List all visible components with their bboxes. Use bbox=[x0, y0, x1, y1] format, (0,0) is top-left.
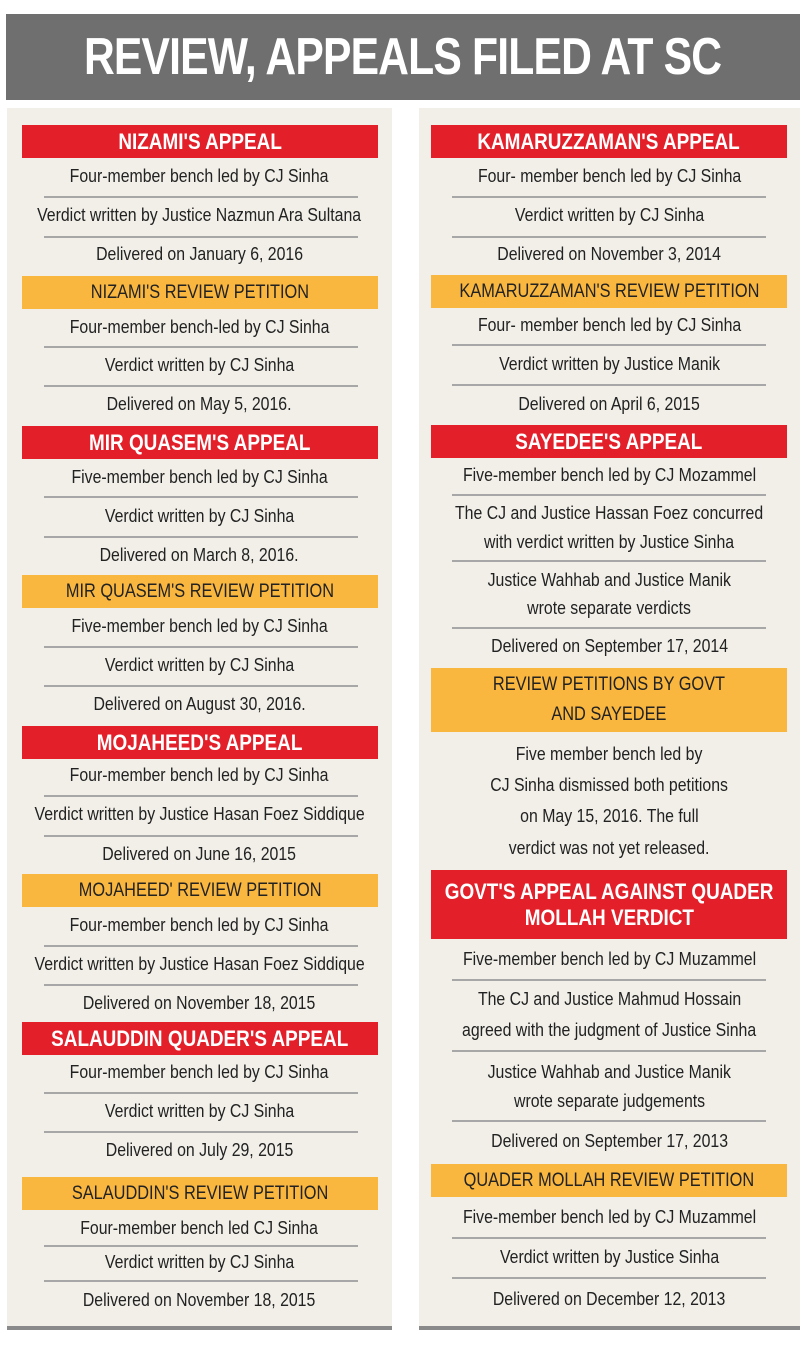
section-title: MIR QUASEM'S APPEAL bbox=[89, 429, 311, 455]
detail-line bbox=[419, 801, 800, 831]
divider bbox=[44, 685, 358, 687]
detail-line bbox=[419, 349, 800, 379]
detail-line bbox=[7, 839, 392, 869]
detail-line bbox=[7, 910, 392, 940]
detail-text: Delivered on April 6, 2015 bbox=[518, 393, 701, 414]
detail-line bbox=[419, 1202, 800, 1232]
section-header-red bbox=[431, 125, 787, 158]
detail-text: Verdict written by Justice Hasan Foez Siddique bbox=[34, 953, 365, 974]
left-column bbox=[7, 108, 392, 1330]
divider bbox=[44, 196, 358, 198]
detail-line bbox=[419, 631, 800, 661]
detail-line bbox=[7, 1096, 392, 1126]
detail-line bbox=[7, 462, 392, 492]
detail-text: Four- member bench led by CJ Sinha bbox=[477, 165, 742, 186]
detail-text: Four-member bench led by CJ Sinha bbox=[70, 165, 329, 186]
divider bbox=[44, 984, 358, 986]
divider bbox=[452, 236, 766, 238]
detail-line bbox=[419, 460, 800, 490]
section-title: QUADER MOLLAH REVIEW PETITION bbox=[463, 1169, 755, 1191]
detail-line bbox=[419, 944, 800, 974]
section-header-orange bbox=[431, 275, 787, 308]
detail-text: on May 15, 2016. The full bbox=[520, 805, 699, 826]
detail-text: Delivered on June 16, 2015 bbox=[102, 843, 297, 864]
detail-line bbox=[419, 389, 800, 419]
detail-text: verdict was not yet released. bbox=[509, 837, 710, 858]
divider bbox=[452, 627, 766, 629]
divider bbox=[452, 344, 766, 346]
section-header-red bbox=[22, 726, 378, 759]
divider bbox=[44, 1092, 358, 1094]
section-title: SAYEDEE'S APPEAL bbox=[515, 428, 703, 454]
detail-line bbox=[419, 1057, 800, 1087]
section-title: AND SAYEDEE bbox=[551, 704, 667, 725]
right-column bbox=[419, 108, 800, 1330]
detail-line bbox=[419, 239, 800, 269]
detail-text: Delivered on September 17, 2013 bbox=[491, 1130, 728, 1151]
detail-text: Justice Wahhab and Justice Manik bbox=[487, 569, 732, 590]
detail-text: Verdict written by CJ Sinha bbox=[104, 654, 295, 675]
detail-text: Five-member bench led by CJ Mozammel bbox=[462, 464, 757, 485]
detail-text: Verdict written by CJ Sinha bbox=[104, 1251, 295, 1272]
detail-line bbox=[419, 498, 800, 528]
detail-line bbox=[419, 1284, 800, 1314]
detail-line bbox=[7, 312, 392, 342]
detail-text: Delivered on August 30, 2016. bbox=[93, 693, 306, 714]
section-header-orange bbox=[431, 1164, 787, 1197]
detail-text: Delivered on March 8, 2016. bbox=[100, 544, 299, 565]
divider bbox=[452, 1277, 766, 1279]
detail-text: Five member bench led by bbox=[516, 743, 703, 764]
detail-text: Justice Wahhab and Justice Manik bbox=[487, 1061, 732, 1082]
detail-line bbox=[419, 1086, 800, 1116]
detail-line bbox=[419, 984, 800, 1014]
section-title: MIR QUASEM'S REVIEW PETITION bbox=[65, 580, 335, 602]
detail-line bbox=[7, 239, 392, 269]
detail-text: Verdict written by Justice Nazmun Ara Sultana bbox=[37, 204, 362, 225]
section-title: MOJAHEED'S APPEAL bbox=[97, 729, 303, 755]
detail-line bbox=[7, 1285, 392, 1315]
detail-text: Five-member bench led by CJ Sinha bbox=[71, 615, 328, 636]
section-title: SALAUDDIN QUADER'S APPEAL bbox=[51, 1025, 349, 1051]
detail-text: wrote separate verdicts bbox=[527, 597, 692, 618]
divider bbox=[44, 346, 358, 348]
divider bbox=[452, 1050, 766, 1052]
section-header-red bbox=[431, 870, 787, 939]
detail-line bbox=[419, 1126, 800, 1156]
detail-text: Delivered on November 18, 2015 bbox=[83, 1289, 316, 1310]
divider bbox=[44, 795, 358, 797]
section-title: REVIEW PETITIONS BY GOVT bbox=[492, 674, 726, 695]
detail-text: Delivered on December 12, 2013 bbox=[493, 1288, 726, 1309]
divider bbox=[44, 1131, 358, 1133]
section-title: MOLLAH VERDICT bbox=[524, 904, 694, 930]
detail-text: Five-member bench led by CJ Muzammel bbox=[462, 948, 757, 969]
detail-line bbox=[7, 1213, 392, 1243]
divider bbox=[44, 496, 358, 498]
section-title: NIZAMI'S REVIEW PETITION bbox=[90, 281, 310, 303]
detail-text: with verdict written by Justice Sinha bbox=[484, 531, 735, 552]
detail-line bbox=[7, 760, 392, 790]
section-header-orange bbox=[22, 276, 378, 309]
section-title: NIZAMI'S APPEAL bbox=[118, 128, 282, 154]
section-title: KAMARUZZAMAN'S REVIEW PETITION bbox=[458, 280, 759, 302]
divider bbox=[44, 1280, 358, 1282]
detail-text: Verdict written by CJ Sinha bbox=[104, 354, 295, 375]
detail-text: Delivered on July 29, 2015 bbox=[105, 1139, 294, 1160]
detail-line bbox=[7, 540, 392, 570]
detail-line bbox=[419, 739, 800, 769]
section-title: KAMARUZZAMAN'S APPEAL bbox=[477, 128, 741, 154]
page-title: REVIEW, APPEALS FILED AT SC bbox=[84, 28, 722, 86]
divider bbox=[44, 945, 358, 947]
detail-text: Delivered on November 3, 2014 bbox=[497, 243, 722, 264]
detail-text: Delivered on September 17, 2014 bbox=[491, 635, 728, 656]
detail-text: The CJ and Justice Mahmud Hossain bbox=[477, 988, 742, 1009]
detail-text: Four-member bench led by CJ Sinha bbox=[70, 1061, 329, 1082]
section-header-red bbox=[22, 1022, 378, 1055]
section-header-red bbox=[22, 426, 378, 459]
detail-text: Delivered on January 6, 2016 bbox=[96, 243, 303, 264]
detail-line bbox=[419, 770, 800, 800]
divider bbox=[452, 1237, 766, 1239]
detail-text: The CJ and Justice Hassan Foez concurred bbox=[455, 502, 764, 523]
section-header-red bbox=[22, 125, 378, 158]
divider bbox=[452, 979, 766, 981]
section-title: SALAUDDIN'S REVIEW PETITION bbox=[71, 1182, 329, 1204]
detail-line bbox=[7, 611, 392, 641]
detail-line bbox=[7, 949, 392, 979]
divider bbox=[44, 536, 358, 538]
detail-line bbox=[7, 501, 392, 531]
detail-line bbox=[7, 200, 392, 230]
detail-line bbox=[7, 1135, 392, 1165]
detail-line bbox=[419, 527, 800, 557]
detail-line bbox=[419, 161, 800, 191]
section-header-orange bbox=[22, 575, 378, 608]
detail-line bbox=[7, 689, 392, 719]
section-header-orange bbox=[431, 668, 787, 732]
detail-text: Four- member bench led by CJ Sinha bbox=[477, 314, 742, 335]
detail-line bbox=[419, 593, 800, 623]
divider bbox=[44, 385, 358, 387]
detail-text: Five-member bench led by CJ Sinha bbox=[71, 466, 328, 487]
divider bbox=[452, 384, 766, 386]
detail-text: agreed with the judgment of Justice Sinha bbox=[462, 1019, 757, 1040]
detail-text: Four-member bench led CJ Sinha bbox=[80, 1217, 319, 1238]
detail-line bbox=[419, 1015, 800, 1045]
detail-line bbox=[419, 565, 800, 595]
detail-text: Verdict written by CJ Sinha bbox=[104, 1100, 295, 1121]
detail-text: wrote separate judgements bbox=[513, 1090, 706, 1111]
detail-text: Five-member bench led by CJ Muzammel bbox=[462, 1206, 757, 1227]
section-title: MOJAHEED' REVIEW PETITION bbox=[78, 879, 322, 901]
detail-text: Four-member bench-led by CJ Sinha bbox=[69, 316, 330, 337]
detail-line bbox=[7, 1057, 392, 1087]
detail-line bbox=[419, 833, 800, 863]
title-banner bbox=[6, 14, 800, 100]
detail-text: Verdict written by Justice Manik bbox=[499, 353, 720, 374]
detail-text: Verdict written by Justice Hasan Foez Siddique bbox=[34, 803, 365, 824]
detail-line bbox=[419, 1242, 800, 1272]
divider bbox=[452, 560, 766, 562]
detail-text: Delivered on November 18, 2015 bbox=[83, 992, 316, 1013]
detail-text: Four-member bench led by CJ Sinha bbox=[70, 914, 329, 935]
section-header-orange bbox=[22, 874, 378, 907]
divider bbox=[452, 1120, 766, 1122]
detail-text: CJ Sinha dismissed both petitions bbox=[490, 774, 729, 795]
divider bbox=[452, 196, 766, 198]
detail-text: Verdict written by CJ Sinha bbox=[104, 505, 295, 526]
detail-line bbox=[419, 310, 800, 340]
section-header-orange bbox=[22, 1177, 378, 1210]
detail-line bbox=[7, 350, 392, 380]
divider bbox=[44, 236, 358, 238]
detail-text: Four-member bench led by CJ Sinha bbox=[70, 764, 329, 785]
section-title: GOVT'S APPEAL AGAINST QUADER bbox=[444, 878, 774, 904]
divider bbox=[44, 646, 358, 648]
detail-line bbox=[7, 389, 392, 419]
divider bbox=[44, 835, 358, 837]
detail-text: Verdict written by Justice Sinha bbox=[499, 1246, 720, 1267]
detail-line bbox=[419, 200, 800, 230]
detail-text: Delivered on May 5, 2016. bbox=[107, 393, 292, 414]
section-header-red bbox=[431, 425, 787, 458]
detail-line bbox=[7, 161, 392, 191]
detail-line bbox=[7, 988, 392, 1018]
detail-line bbox=[7, 1247, 392, 1277]
divider bbox=[452, 494, 766, 496]
detail-line bbox=[7, 799, 392, 829]
detail-text: Verdict written by CJ Sinha bbox=[514, 204, 705, 225]
detail-line bbox=[7, 650, 392, 680]
